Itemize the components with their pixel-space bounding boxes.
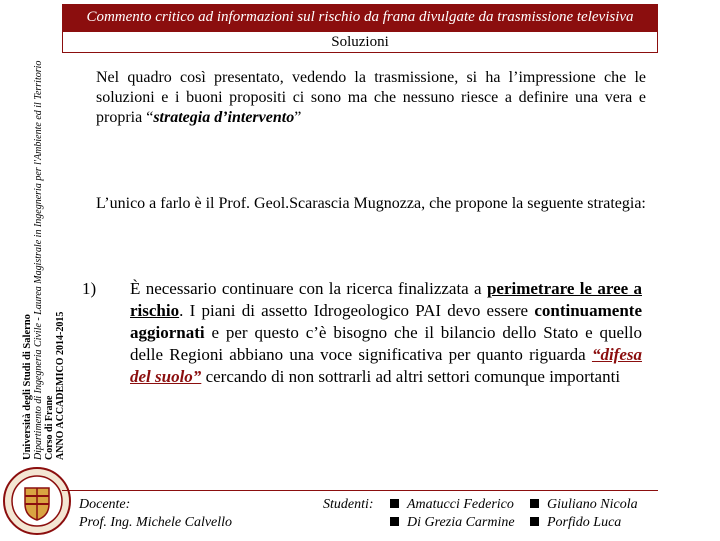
- year-label: ANNO ACCADEMICO 2014-2015: [55, 311, 66, 460]
- university-label: Università degli Studi di Salerno: [22, 314, 33, 460]
- bullet-square-icon: [390, 499, 399, 508]
- docente-label: Docente:: [79, 497, 131, 512]
- intro-paragraph: Nel quadro così presentato, vedendo la trasmissione, si ha l’impressione che le soluzioni e i buoni propositi ci sono ma che nessuno riesce a definire una vera e propria “strategia d’intervento”: [96, 69, 646, 126]
- docente-name: Prof. Ing. Michele Calvello: [79, 515, 233, 530]
- studenti-label: Studenti:: [323, 497, 374, 512]
- student-item: Giuliano Nicola: [530, 497, 638, 513]
- second-paragraph: L’unico a farlo è il Prof. Geol.Scarascia Mugnozza, che propone la seguente strategia:: [96, 195, 646, 212]
- list-number: 1): [82, 279, 97, 298]
- university-seal-icon: [3, 466, 71, 536]
- list-item: È necessario continuare con la ricerca finalizzata a perimetrare le aree a rischio. I piani di assetto Idrogeologico PAI devo essere continuamente aggiornati e per questo c’è bisogno che il bilancio dello Stato e quello delle Regioni abbiano una voce significativa per quanto riguarda “difesa del suolo” cercando di non sottrarli ad altri settori comunque importanti: [130, 279, 642, 386]
- course-label: Corso di Frane: [44, 395, 55, 460]
- bullet-square-icon: [390, 517, 399, 526]
- strategy-emphasis: strategia d’intervento: [153, 109, 295, 126]
- bullet-square-icon: [530, 517, 539, 526]
- footer: [62, 490, 658, 541]
- student-item: Amatucci Federico: [390, 497, 514, 513]
- sidebar: [0, 0, 80, 460]
- bullet-square-icon: [530, 499, 539, 508]
- header-title: Commento critico ad informazioni sul rischio da frana divulgate da trasmissione televisiva: [62, 4, 658, 31]
- header-subtitle: Soluzioni: [62, 31, 658, 53]
- student-item: Porfido Luca: [530, 515, 621, 531]
- student-item: Di Grezia Carmine: [390, 515, 515, 531]
- department-label: Dipartimento di Ingegneria Civile - Laurea Magistrale in Ingegneria per l'Ambiente ed il Territorio: [33, 60, 44, 460]
